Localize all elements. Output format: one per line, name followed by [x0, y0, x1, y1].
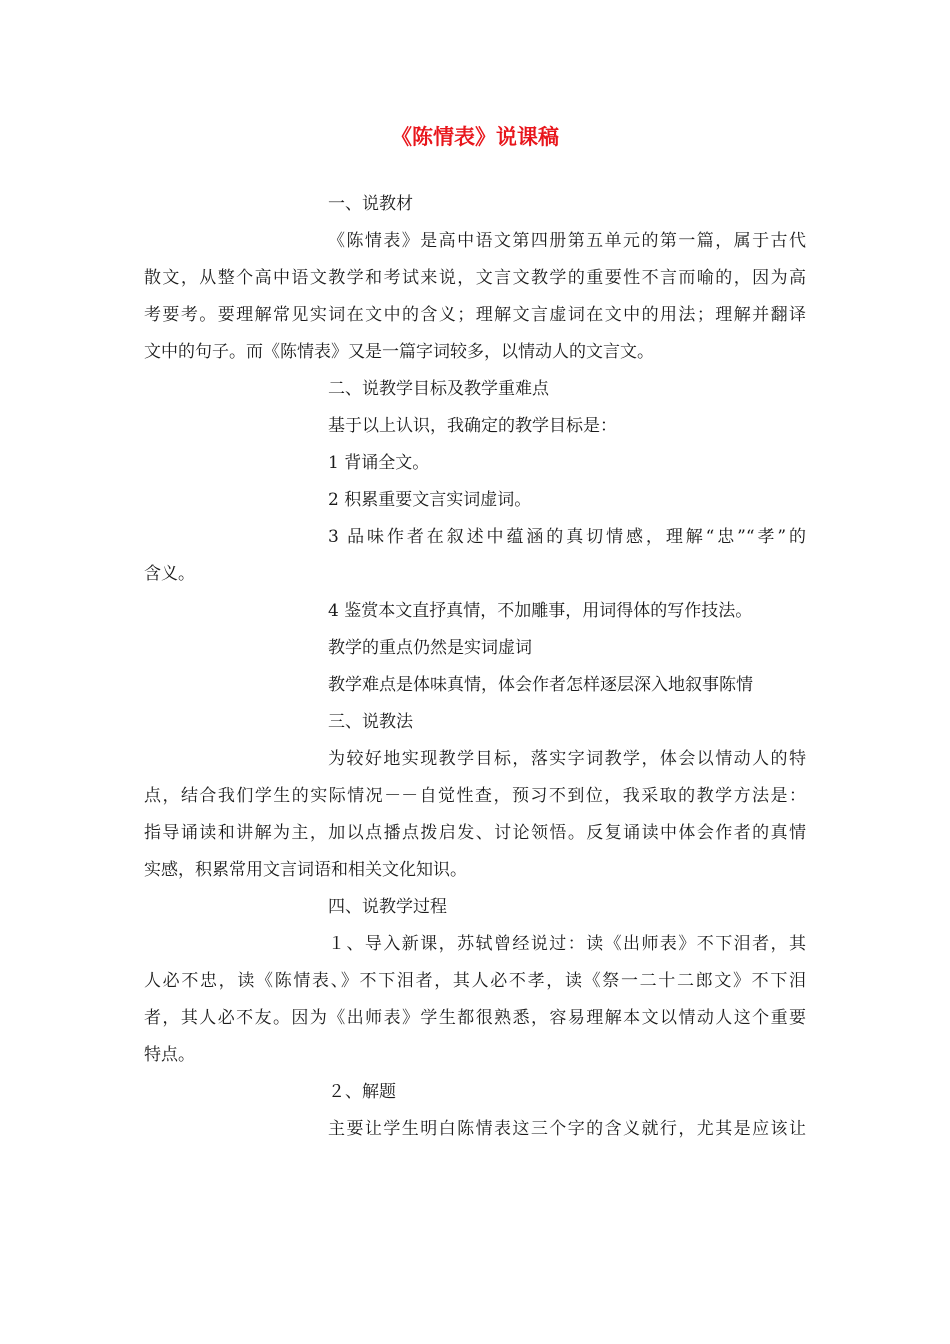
- paragraph-line: 实感，积累常用文言词语和相关文化知识。: [144, 860, 467, 880]
- document-body: [144, 186, 806, 1148]
- paragraph-line: 点，结合我们学生的实际情况－－自觉性查，预习不到位，我采取的教学方法是：: [144, 786, 806, 806]
- paragraph-line: 考要考。要理解常见实词在文中的含义；理解文言虚词在文中的用法；理解并翻译: [144, 305, 806, 325]
- paragraph-line: 特点。: [144, 1045, 195, 1065]
- paragraph-line: 主要让学生明白陈情表这三个字的含义就行，尤其是应该让: [328, 1119, 806, 1139]
- paragraph-line: 指导诵读和讲解为主，加以点播点拨启发、讨论领悟。反复诵读中体会作者的真情: [144, 823, 806, 843]
- list-item: 3 品味作者在叙述中蕴涵的真切情感，理解“忠”“孝”的: [328, 527, 806, 547]
- section-heading-teaching-goals: 二、说教学目标及教学重难点: [328, 379, 549, 399]
- section-heading-teaching-method: 三、说教法: [328, 712, 413, 732]
- section-heading-teaching-material: 一、说教材: [328, 194, 413, 214]
- list-item: 4 鉴赏本文直抒真情，不加雕事，用词得体的写作技法。: [328, 601, 753, 621]
- paragraph-line: 者，其人必不友。因为《出师表》学生都很熟悉，容易理解本文以情动人这个重要: [144, 1008, 806, 1028]
- list-item: 1 背诵全文。: [328, 453, 430, 473]
- paragraph-line: 含义。: [144, 564, 195, 584]
- list-item: 2 积累重要文言实词虚词。: [328, 490, 532, 510]
- paragraph-line: 《陈情表》是高中语文第四册第五单元的第一篇，属于古代: [328, 231, 806, 251]
- paragraph-line: 为较好地实现教学目标，落实字词教学，体会以情动人的特: [328, 749, 806, 769]
- paragraph-line: 基于以上认识，我确定的教学目标是：: [328, 416, 617, 436]
- list-item: ２、解题: [328, 1082, 396, 1102]
- paragraph-line: 散文，从整个高中语文教学和考试来说，文言文教学的重要性不言而喻的，因为高: [144, 268, 806, 288]
- paragraph-line: 人必不忠，读《陈情表、》不下泪者，其人必不孝，读《祭一二十二郎文》不下泪: [144, 971, 806, 991]
- paragraph-line: １、导入新课，苏轼曾经说过：读《出师表》不下泪者，其: [328, 934, 806, 954]
- paragraph-line: 教学的重点仍然是实词虚词: [328, 638, 532, 658]
- paragraph-line: 教学难点是体味真情，体会作者怎样逐层深入地叙事陈情: [328, 675, 753, 695]
- paragraph-line: 文中的句子。而《陈情表》又是一篇字词较多，以情动人的文言文。: [144, 342, 654, 362]
- document-title: 《陈情表》说课稿: [391, 124, 559, 149]
- section-heading-teaching-process: 四、说教学过程: [328, 897, 447, 917]
